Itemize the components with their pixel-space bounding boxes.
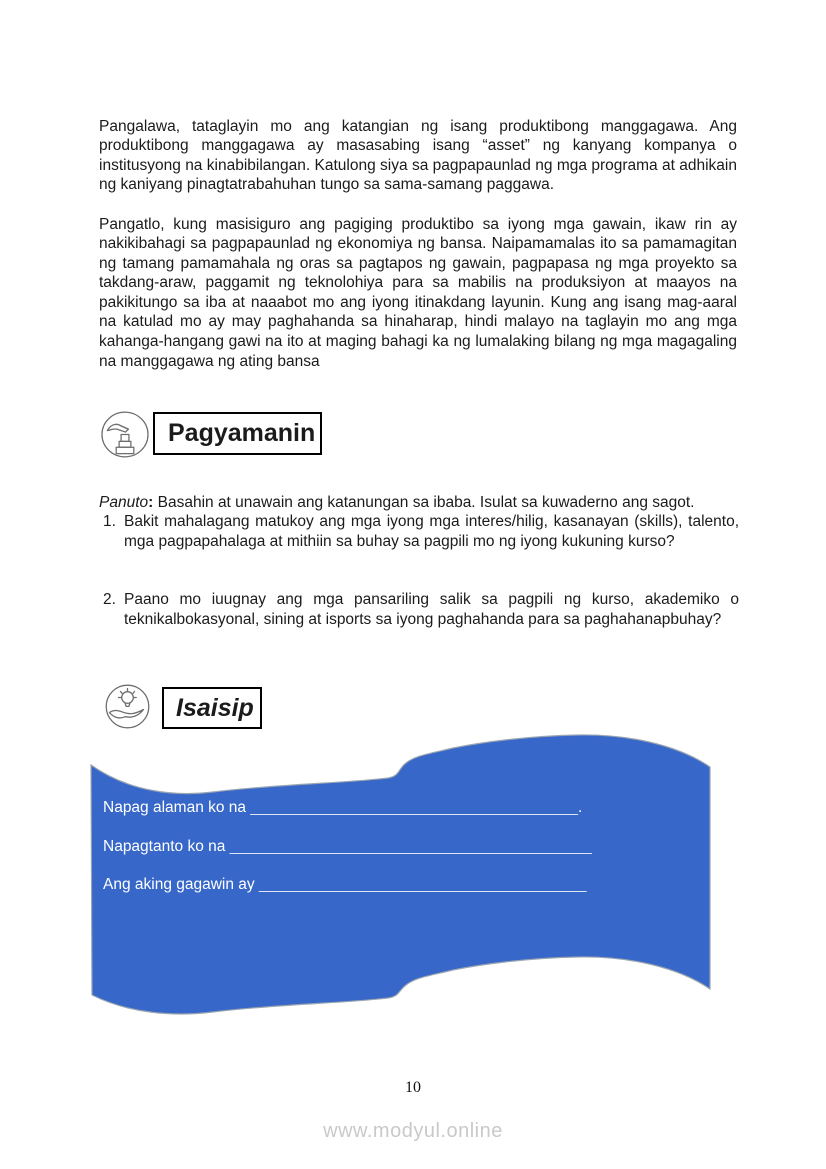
reflection-lines [103, 789, 592, 905]
reflection-line [103, 828, 592, 867]
hand-stacking-blocks-icon [100, 411, 150, 458]
section-header-pagyamanin [153, 412, 322, 455]
page-number: 10 [405, 1079, 421, 1096]
fill-in-blank: ______________________________________ [258, 876, 587, 894]
reflection-line [103, 789, 592, 828]
reflection-suffix: . [577, 799, 583, 816]
reflection-label: Napag alaman ko na [103, 799, 251, 816]
instruction-line [99, 493, 739, 513]
fill-in-blank: __________________________________________ [229, 837, 592, 855]
fill-in-blank: ______________________________________ [250, 799, 578, 816]
reflection-label: Napagtanto ko na [103, 837, 230, 855]
body-paragraph: Pangalawa, tataglayin mo ang katangian ng isang produktibong manggagawa. Ang produktibong manggagawa ay masasabing isang “asset” ng kanyang kompanya o institusyong na kinabibilangan. Katulong siya sa pagpapaunlad ng mga programa at adhikain ng kaniyang pinagtatrabahuhan tungo sa sama-samang paggawa. [99, 117, 737, 194]
instruction-label: Panuto [99, 493, 149, 511]
question-text: Bakit mahalagang matukoy ang mga iyong mga interes/hilig, kasanayan (skills), talento, mga pagpapahalaga at mithiin sa buhay sa pagpili mo ng iyong kukuning kurso? [124, 513, 739, 550]
section-title: Pagyamanin [168, 419, 316, 447]
lightbulb-on-hand-icon [105, 684, 150, 729]
reflection-label: Ang aking gagawin ay [103, 876, 259, 894]
reflection-line [103, 866, 592, 905]
body-paragraph: Pangatlo, kung masisiguro ang pagiging produktibo sa iyong mga gawain, ikaw rin ay nakikibahagi sa pagpapaunlad ng ekonomiya ng bansa. Naipamamalas ito sa pamamagitan ng tamang pamamahala ng oras sa pagtapos ng gawain, pagpapasa ng mga proyekto sa takdang-araw, paggamit ng teknolohiya para sa mabilis na produksiyon at maayos na pakikitungo sa iba at naaabot mo ang iyong itinakdang layunin. Kung ang isang mag-aaral na katulad mo ay may paghahanda sa hinaharap, hindi malayo na taglayin mo ang mga kahanga-hangang gawi na ito at maging bahagi ka ng lumalaking bilang ng mga magagaling na manggagawa ng ating bansa [99, 215, 737, 370]
question-item [103, 512, 739, 551]
watermark: www.modyul.online [323, 1120, 503, 1142]
section-header-isaisip [162, 687, 262, 729]
instruction-colon: : [148, 493, 154, 511]
instruction-text: Basahin at unawain ang katanungan sa ibaba. Isulat sa kuwaderno ang sagot. [153, 493, 695, 511]
question-number: 2. [103, 591, 116, 608]
reflection-banner [88, 733, 713, 1023]
question-item [103, 590, 739, 629]
question-text: Paano mo iuugnay ang mga pansariling salik sa pagpili ng kurso, akademiko o teknikalbokasyonal, sining at isports sa iyong paghahanda para sa paghahanapbuhay? [124, 591, 739, 628]
question-number: 1. [103, 513, 116, 530]
section-title: Isaisip [176, 693, 254, 722]
